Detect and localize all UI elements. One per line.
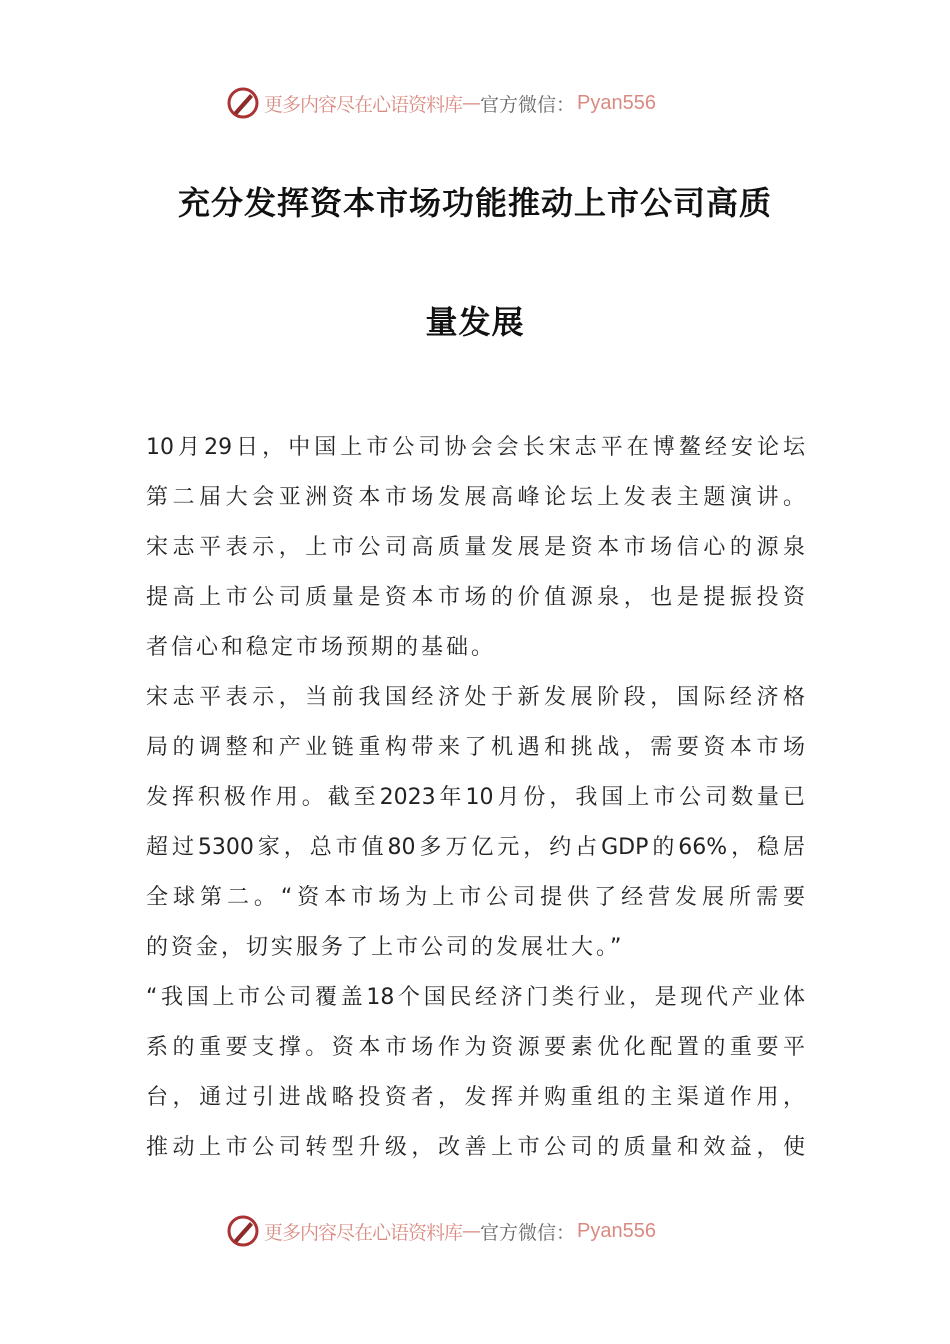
document-title-line-2: 量发展 — [425, 303, 525, 341]
text-line: 台，通过引进战略投资者，发挥并购重组的主渠道作用， — [146, 1085, 805, 1110]
text-line: 第二届大会亚洲资本市场发展高峰论坛上发表主题演讲。 — [146, 485, 805, 510]
text-line: 宋志平表示，当前我国经济处于新发展阶段，国际经济格 — [146, 685, 805, 710]
text-line: 的资金，切实服务了上市公司的发展壮大。” — [146, 935, 625, 960]
watermark-wechat-id: Pyan556 — [577, 91, 656, 114]
text-line: 宋志平表示，上市公司高质量发展是资本市场信心的源泉 — [146, 535, 805, 560]
text-line: 发挥积极作用。截至2023年10月份，我国上市公司数量已 — [146, 785, 805, 810]
text-line: 系的重要支撑。资本市场作为资源要素优化配置的重要平 — [146, 1035, 805, 1060]
watermark-site-text: 更多内容尽在心语资料库 — [264, 1221, 463, 1244]
watermark-wechat-id: Pyan556 — [577, 1219, 656, 1242]
watermark-separator: — — [462, 1220, 481, 1242]
text-line: 超过5300家，总市值80多万亿元，约占GDP的66%，稳居 — [146, 835, 805, 860]
watermark-wechat-label: 官方微信： — [480, 1221, 576, 1244]
text-line: 10月29日，中国上市公司协会会长宋志平在博鳌经安论坛 — [146, 435, 805, 460]
pen-logo-icon — [226, 1214, 260, 1248]
watermark-wechat-label: 官方微信： — [480, 93, 576, 116]
pen-logo-icon — [226, 86, 260, 120]
watermark-site-text: 更多内容尽在心语资料库 — [264, 93, 463, 116]
text-line: 推动上市公司转型升级，改善上市公司的质量和效益，使 — [146, 1135, 805, 1160]
header-watermark — [226, 83, 726, 123]
footer-watermark — [226, 1211, 726, 1251]
text-line: 全球第二。“资本市场为上市公司提供了经营发展所需要 — [146, 885, 805, 910]
text-line: “我国上市公司覆盖18个国民经济门类行业，是现代产业体 — [146, 985, 805, 1010]
text-line: 局的调整和产业链重构带来了机遇和挑战，需要资本市场 — [146, 735, 805, 760]
watermark-separator: — — [462, 92, 481, 114]
document-title-line-1: 充分发挥资本市场功能推动上市公司高质 — [177, 184, 772, 222]
text-line: 者信心和稳定市场预期的基础。 — [146, 635, 497, 660]
text-line: 提高上市公司质量是资本市场的价值源泉，也是提振投资 — [146, 585, 805, 610]
document-body — [146, 428, 805, 1178]
